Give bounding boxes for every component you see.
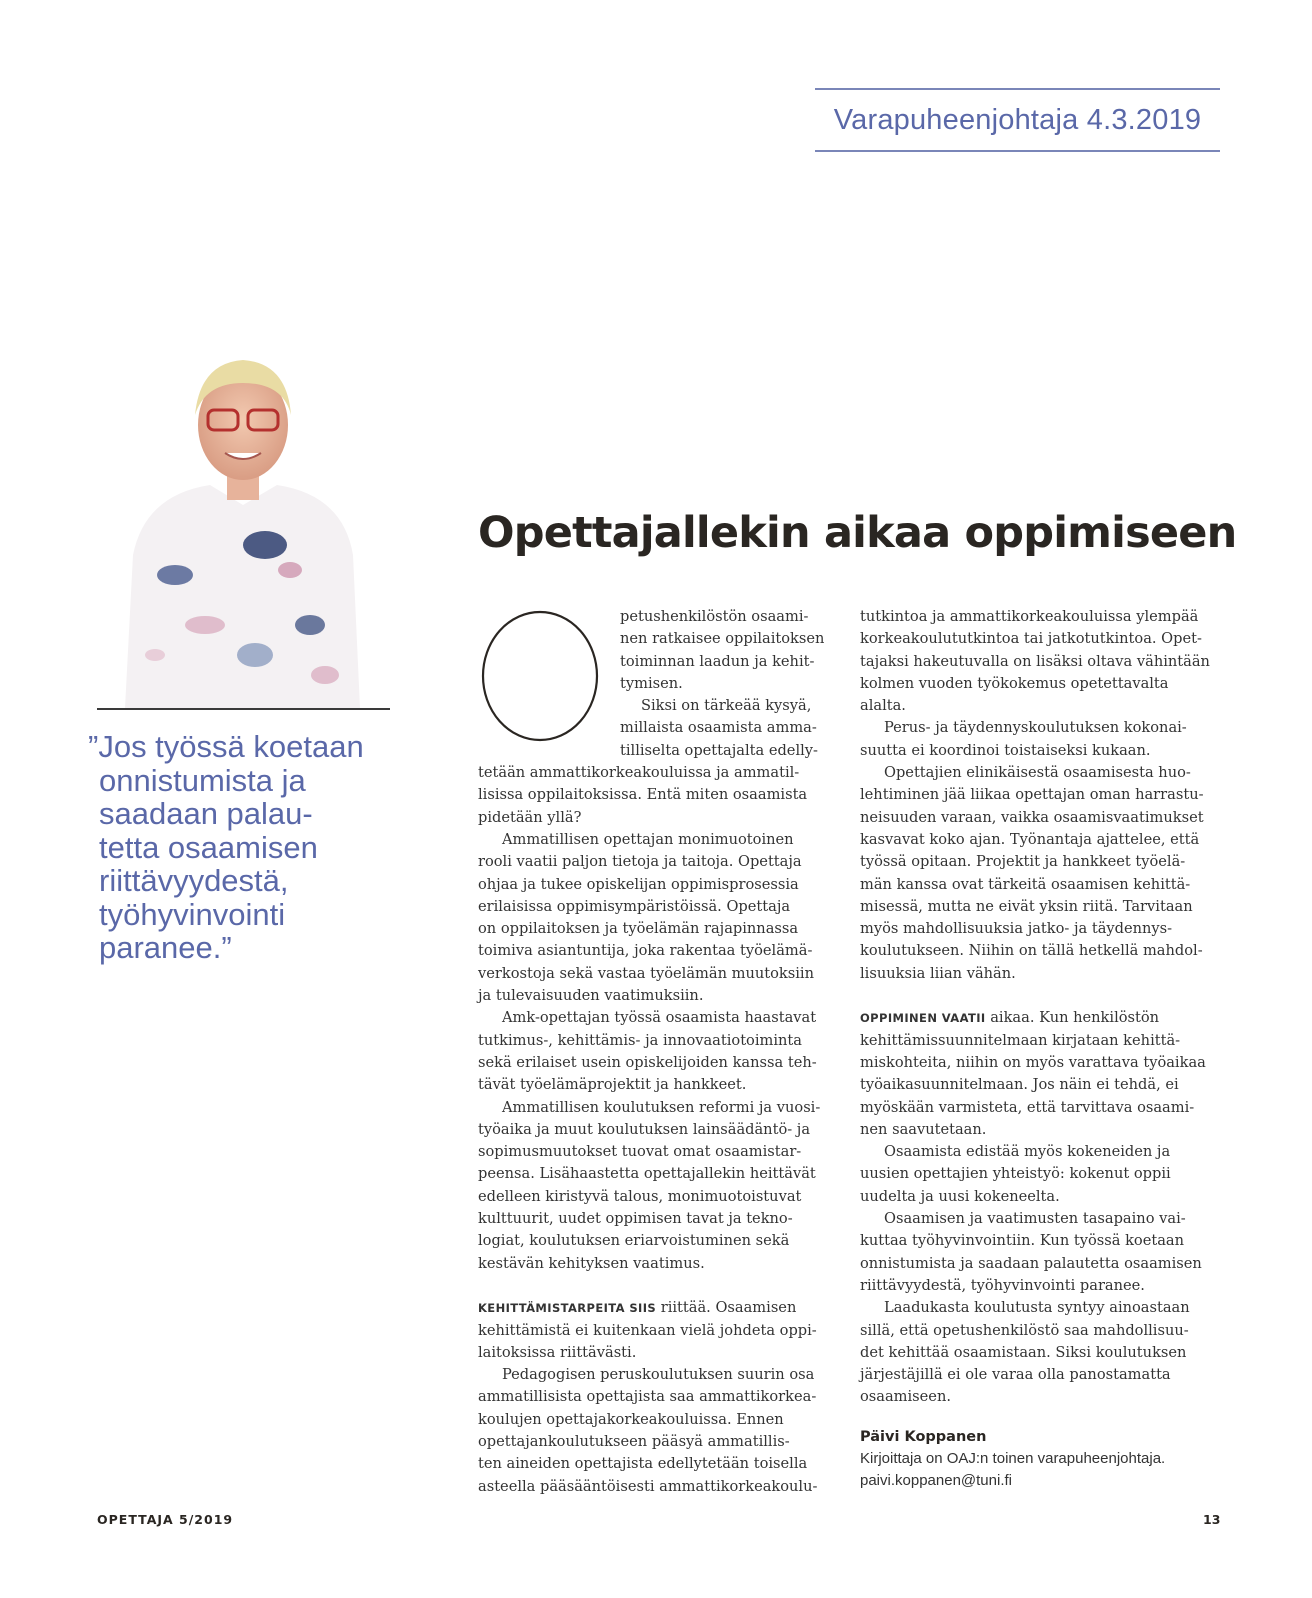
article-text-line: peensa. Lisähaastetta opettajallekin heittävät — [478, 1165, 816, 1183]
article-text-line: kolmen vuoden työkokemus opetettavalta — [860, 674, 1169, 692]
portrait-illustration — [115, 355, 370, 708]
article-text-line: millaista osaamista amma- — [620, 719, 817, 737]
article-text-line: työaika ja muut koulutuksen lainsäädäntö- ja — [478, 1120, 811, 1138]
author-byline — [860, 1426, 1220, 1492]
section-lead-line — [478, 1297, 828, 1319]
article-text-line: Siksi on tärkeää kysyä, — [641, 697, 812, 715]
section-header — [815, 88, 1220, 152]
article-text-line: Osaamista edistää myös kokeneiden ja — [884, 1143, 1171, 1161]
pull-quote-line: paranee.” — [99, 930, 232, 965]
pull-quote-line: tetta osaamisen — [99, 829, 318, 865]
article-column-left — [478, 606, 828, 1498]
author-email[interactable]: paivi.koppanen@tuni.fi — [860, 1472, 1012, 1489]
article-text-line: neisuuden varaan, vaikka osaamisvaatimukset — [860, 808, 1204, 826]
article-text-line: Osaamisen ja vaatimusten tasapaino vai- — [884, 1210, 1186, 1228]
article-text-line: toimiva asiantuntija, joka rakentaa työelämä- — [478, 942, 813, 960]
article-text-line: tajaksi hakeutuvalla on lisäksi oltava vähintään — [860, 652, 1210, 670]
article-text-line: Opettajien elinikäisestä osaamisesta huo- — [884, 764, 1191, 782]
article-text-line: sopimusmuutokset tuovat omat osaamistar- — [478, 1143, 802, 1161]
article-text-line: suutta ei koordinoi toistaiseksi kukaan. — [860, 741, 1151, 759]
article-text-line: koulutukseen. Niihin on tällä hetkellä mahdol- — [860, 942, 1203, 960]
pull-quote-line: riittävyydestä, — [99, 863, 289, 898]
pull-quote — [88, 730, 378, 965]
article-text-line: tävät työelämäprojektit ja hankkeet. — [478, 1076, 747, 1094]
article-text-line: alalta. — [860, 697, 906, 715]
article-text-line: Ammatillisen opettajan monimuotoinen — [502, 830, 794, 848]
article-text-line: laitoksissa riittävästi. — [478, 1343, 637, 1361]
article-text-line: asteella pääsääntöisesti ammattikorkeakoulu- — [478, 1477, 818, 1495]
article-text-line: riittävyydestä, työhyvinvointi paranee. — [860, 1276, 1145, 1294]
section-lead-in: KEHITTÄMISTARPEITA SIIS — [478, 1301, 657, 1316]
article-text-line: myös mahdollisuuksia jatko- ja täydennys- — [860, 920, 1173, 938]
article-text-line: ohjaa ja tukee opiskelijan oppimisprosessia — [478, 875, 799, 893]
article-text-line: opettajankoulutukseen pääsyä ammatillis- — [478, 1432, 790, 1450]
section-header-label: Varapuheenjohtaja 4.3.2019 — [833, 103, 1202, 136]
pull-quote-line: onnistumista ja — [99, 762, 306, 798]
article-text-line: lisissa oppilaitoksissa. Entä miten osaamista — [478, 786, 808, 804]
author-role: Kirjoittaja on OAJ:n toinen varapuheenjohtaja. — [860, 1450, 1166, 1467]
article-text-line: nen saavutetaan. — [860, 1120, 987, 1138]
article-text-line: pidetään yllä? — [478, 808, 582, 826]
article-text-line: korkeakoulututkintoa tai jatkotutkintoa. Opet- — [860, 630, 1202, 648]
article-text-line: tutkimus-, kehittämis- ja innovaatiotoiminta — [478, 1031, 802, 1049]
article-text-line: Ammatillisen koulutuksen reformi ja vuosi- — [502, 1098, 821, 1116]
article-text-line: onnistumista ja saadaan palautetta osaamisen — [860, 1254, 1202, 1272]
article-text-line: sekä erilaiset usein opiskelijoiden kanssa teh- — [478, 1053, 817, 1071]
section-lead-in: OPPIMINEN VAATII — [860, 1011, 986, 1026]
article-text-line: det kehittää osaamistaan. Siksi koulutuksen — [860, 1343, 1187, 1361]
article-text-line: osaamiseen. — [860, 1388, 951, 1406]
author-name: Päivi Koppanen — [860, 1429, 987, 1445]
article-text-line: työssä opitaan. Projektit ja hankkeet työelä- — [860, 853, 1186, 871]
article-text-line: kehittämissuunnitelmaan kirjataan kehittä- — [860, 1031, 1181, 1049]
article-text-line: uusien opettajien yhteistyö: kokenut oppii — [860, 1165, 1171, 1183]
article-headline: Opettajallekin aikaa oppimiseen — [478, 508, 1237, 558]
article-text-line: Laadukasta koulutusta syntyy ainoastaan — [884, 1299, 1190, 1317]
article-text-line: koulujen opettajakorkeakouluissa. Ennen — [478, 1410, 784, 1428]
article-text: riittää. Osaamisen — [656, 1299, 797, 1317]
footer-page-number: 13 — [1203, 1512, 1221, 1527]
article-text-line: ten aineiden opettajista edellytetään toisella — [478, 1455, 808, 1473]
article-text-line: miskohteita, niihin on myös varattava työaikaa — [860, 1053, 1206, 1071]
article-text-line: män kanssa ovat tärkeitä osaamisen kehittä- — [860, 875, 1191, 893]
article-text-line: Pedagogisen peruskoulutuksen suurin osa — [502, 1366, 815, 1384]
article-text-line: tilliselta opettajalta edelly- — [620, 741, 818, 759]
article-text-line: kestävän kehityksen vaatimus. — [478, 1254, 705, 1272]
article-text-line: tutkintoa ja ammattikorkeakouluissa ylempää — [860, 608, 1199, 625]
article-text-line: on oppilaitoksen ja työelämän rajapinnassa — [478, 920, 799, 938]
article-text-line: tymisen. — [620, 674, 683, 692]
article-column-right — [860, 606, 1210, 1409]
article-text-line: lehtiminen jää liikaa opettajan oman harrastu- — [860, 786, 1204, 804]
article-text-line: toiminnan laadun ja kehit- — [620, 652, 815, 670]
pull-quote-line: saadaan palau- — [99, 796, 313, 831]
article-text-line: kuttaa työhyvinvointiin. Kun työssä koetaan — [860, 1232, 1184, 1250]
article-text-line: petushenkilöstön osaami- — [620, 608, 809, 625]
article-text-line: misessä, mutta ne eivät yksin riitä. Tarvitaan — [860, 897, 1193, 915]
author-portrait — [115, 355, 370, 708]
article-text-line: erilaisissa oppimisympäristöissä. Opettaja — [478, 897, 791, 915]
paragraph-gap — [860, 985, 1210, 1007]
article-text: aikaa. Kun henkilöstön — [985, 1009, 1160, 1027]
article-text-line: verkostoja sekä vastaa työelämän muutoksiin — [478, 964, 814, 982]
pull-quote-line: ”Jos työssä koetaan — [88, 729, 364, 764]
article-text-line: nen ratkaisee oppilaitoksen — [620, 630, 825, 648]
article-text-line: rooli vaatii paljon tietoja ja taitoja. Opettaja — [478, 853, 802, 871]
article-text-line: myöskään varmisteta, että tarvittava osaami- — [860, 1098, 1195, 1116]
article-text-line: sillä, että opetushenkilöstö saa mahdollisuu- — [860, 1321, 1189, 1339]
article-text-line: ja tulevaisuuden vaatimuksiin. — [478, 987, 704, 1005]
pull-quote-line: työhyvinvointi — [99, 896, 286, 932]
article-text-line: Perus- ja täydennyskoulutuksen kokonai- — [884, 719, 1187, 737]
article-text-line: kasvavat koko ajan. Työnantaja ajattelee, että — [860, 830, 1200, 848]
article-text-line: kehittämistä ei kuitenkaan vielä johdeta oppi- — [478, 1321, 817, 1339]
article-text-line: Amk-opettajan työssä osaamista haastavat — [502, 1009, 817, 1027]
paragraph-gap — [478, 1275, 828, 1297]
section-lead-line — [860, 1007, 1210, 1029]
article-text-line: järjestäjillä ei ole varaa olla panostamatta — [860, 1366, 1171, 1384]
article-text-line: tetään ammattikorkeakouluissa ja ammatil- — [478, 764, 800, 782]
article-text-line: logiat, koulutuksen eriarvoistuminen sekä — [478, 1232, 790, 1250]
article-text-line: lisuuksia liian vähän. — [860, 964, 1016, 982]
article-text-line: edelleen kiristyvä talous, monimuotoistuvat — [478, 1187, 802, 1205]
footer-publication: OPETTAJA 5/2019 — [97, 1512, 234, 1527]
article-text-line: uudelta ja uusi kokeneelta. — [860, 1187, 1060, 1205]
article-text-line: työaikasuunnitelmaan. Jos näin ei tehdä, ei — [860, 1076, 1179, 1094]
article-text-line: kulttuurit, uudet oppimisen tavat ja tekno- — [478, 1210, 793, 1228]
portrait-rule — [97, 708, 390, 710]
article-text-line: ammatillisista opettajista saa ammattikorkea- — [478, 1388, 817, 1406]
